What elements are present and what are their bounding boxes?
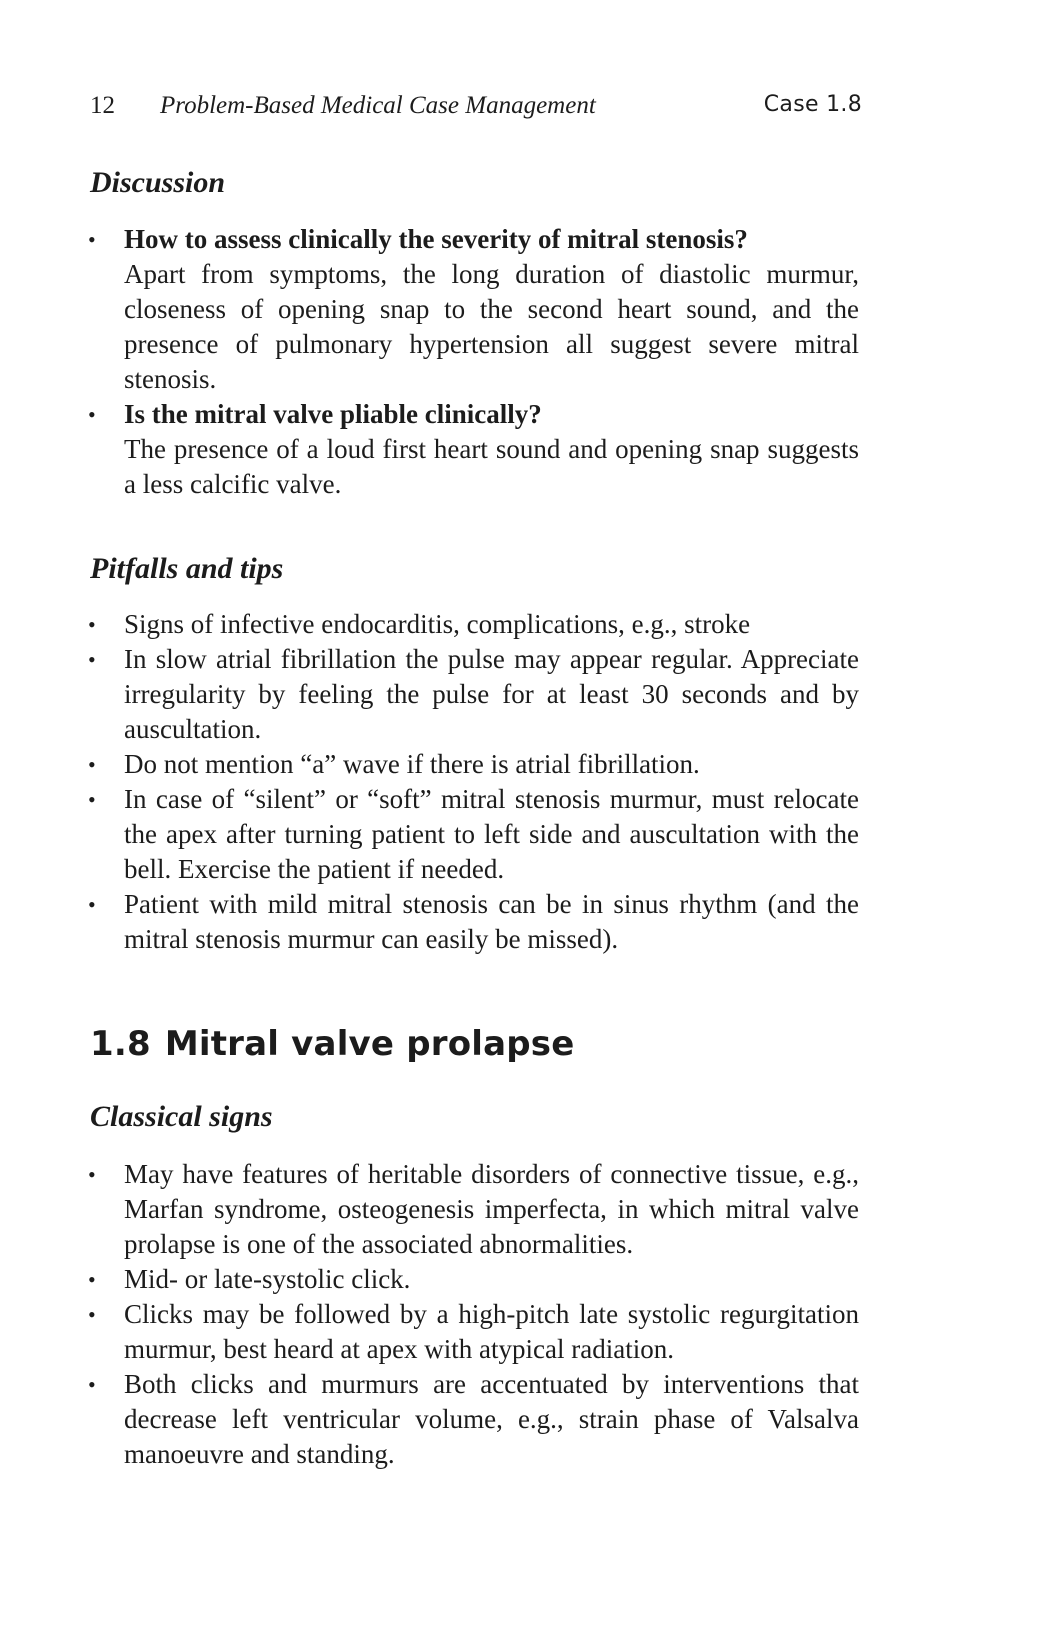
page-number: 12 (90, 92, 115, 119)
pitfall-item: • Do not mention “a” wave if there is atrial fibrillation. (0, 747, 859, 782)
classical-signs-list (0, 1157, 859, 1472)
discussion-item (0, 222, 859, 397)
sign-item: • Both clicks and murmurs are accentuated by interventions that decrease left ventricular volume, e.g., strain phase of Valsalva manoeuvre and standing. (88, 1369, 859, 1469)
discussion-list (0, 222, 859, 502)
discussion-question: Is the mitral valve pliable clinically? (124, 399, 542, 429)
chapter-number: 1.8 (90, 1024, 151, 1064)
sign-item: • Mid- or late-systolic click. (0, 1262, 859, 1297)
discussion-question: How to assess clinically the severity of mitral stenosis? (124, 224, 748, 254)
running-title: Problem-Based Medical Case Management (160, 92, 596, 119)
sign-item: • May have features of heritable disorders of connective tissue, e.g., Marfan syndrome, osteogenesis imperfecta, in which mitral valve prolapse is one of the associated abnormalities. (88, 1159, 859, 1259)
sign-item: • Clicks may be followed by a high-pitch late systolic regurgitation murmur, best heard at apex with atypical radiation. (88, 1299, 859, 1364)
bullet-icon: • (88, 752, 96, 777)
bullet-icon: • (88, 787, 96, 812)
discussion-answer: Apart from symptoms, the long duration of diastolic murmur, closeness of opening snap to the second heart sound, and the presence of pulmonary hypertension all suggest severe mitral stenosis. (124, 259, 859, 394)
pitfall-item: • Patient with mild mitral stenosis can be in sinus rhythm (and the mitral stenosis murmur can easily be missed). (88, 889, 859, 954)
pitfalls-list (0, 607, 859, 957)
bullet-icon: • (88, 612, 96, 637)
chapter-heading (90, 1024, 575, 1064)
chapter-title: Mitral valve prolapse (164, 1024, 575, 1064)
bullet-icon: • (88, 1267, 96, 1292)
bullet-icon: • (88, 402, 96, 427)
discussion-heading: Discussion (90, 166, 226, 199)
bullet-icon: • (88, 647, 96, 672)
classical-signs-heading: Classical signs (90, 1100, 273, 1133)
case-label: Case 1.8 (763, 92, 862, 117)
bullet-icon: • (88, 1302, 96, 1327)
pitfall-item: • In slow atrial fibrillation the pulse may appear regular. Appreciate irregularity by feeling the pulse for at least 30 seconds and by auscultation. (88, 644, 859, 744)
discussion-answer: The presence of a loud first heart sound and opening snap suggests a less calcific valve. (124, 434, 859, 499)
discussion-item (0, 397, 859, 502)
pitfalls-heading: Pitfalls and tips (90, 552, 284, 585)
pitfall-item: • Signs of infective endocarditis, complications, e.g., stroke (0, 607, 859, 642)
running-header (90, 92, 862, 126)
bullet-icon: • (88, 227, 96, 252)
bullet-icon: • (88, 892, 96, 917)
bullet-icon: • (88, 1372, 96, 1397)
pitfall-item: • In case of “silent” or “soft” mitral stenosis murmur, must relocate the apex after turning patient to left side and auscultation with the bell. Exercise the patient if needed. (88, 784, 859, 884)
bullet-icon: • (88, 1162, 96, 1187)
